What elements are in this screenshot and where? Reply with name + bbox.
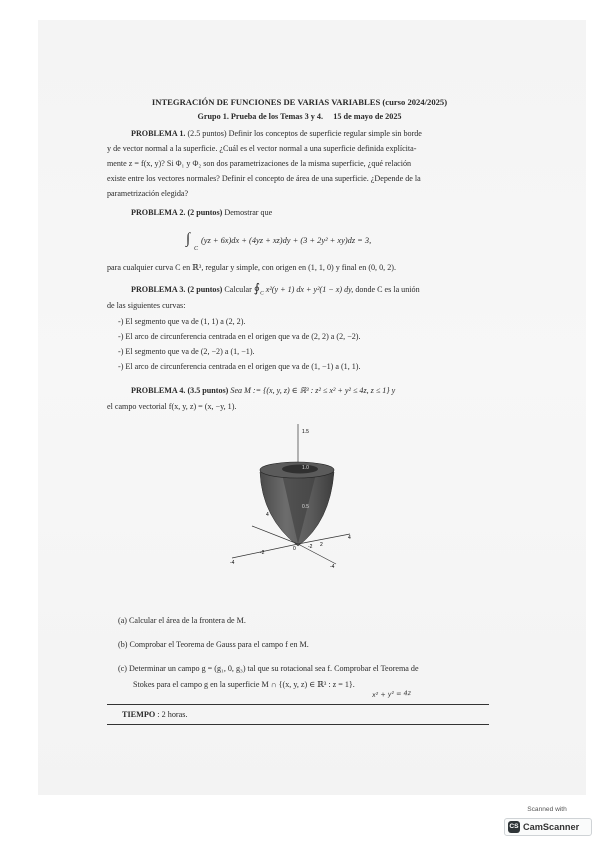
integral-sign: ∫ [186,231,191,247]
camscanner-logo-icon: CS [508,821,520,833]
exam-title: INTEGRACIÓN DE FUNCIONES DE VARIAS VARIABLES (curso 2024/2025) [151,97,448,107]
part-b: (b) Comprobar el Teorema de Gauss para el campo f en M. [118,640,309,649]
problem-3-line-2: de las siguientes curvas: [107,301,186,310]
tick-2-center: 2 [320,542,323,548]
curve-item-2: -) El arco de circunferencia centrada en el origen que va de (2, 2) a (2, −2). [118,332,361,341]
z-tick-0.5: 0.5 [302,504,309,510]
problem-2-condition: para cualquier curva C en ℝ³, regular y simple, con origen en (1, 1, 0) y final en (0, 0, 2). [107,263,396,272]
tick-neg2-center: -2 [308,544,313,550]
curve-item-4: -) El arco de circunferencia centrada en el origen que va de (1, −1) a (1, 1). [118,362,361,371]
tick-4-right: 4 [348,535,351,541]
curve-item-3: -) El segmento que va de (2, −2) a (1, −1). [118,347,255,356]
z-tick-1.5: 1.5 [302,429,309,435]
tick-neg4-right: -4 [330,564,335,570]
x-axis [232,544,298,558]
problem-4-line-1: PROBLEMA 4. (3.5 puntos) Sea M := {(x, y, z) ∈ ℝ³ : z² ≤ x² + y² ≤ 4z, z ≤ 1} y [131,386,396,395]
problem-1-line-4: existe entre los vectores normales? Definir el concepto de área de una superficie. ¿Depende de la [107,174,421,183]
problem-3-intro: PROBLEMA 3. (2 puntos) Calcular $∮_C$ x²(y + 1) dx + y²(1 − x) dy, donde C es la unión [131,281,420,297]
problem-1-line-3: mente z = f(x, y)? Si Φ₁ y Φ₂ son dos parametrizaciones de la misma superficie, ¿qué relación [107,159,412,168]
tick-neg2-left: -2 [260,550,265,556]
problem-4-line-2: el campo vectorial f(x, y, z) = (x, −y, 1). [107,402,237,411]
integral-subscript: C [194,246,199,252]
part-c-line-1: (c) Determinar un campo g = (g₁, 0, g₃) tal que su rotacional sea f. Comprobar el Teorema de [118,664,419,673]
camscanner-badge [504,818,592,836]
tick-0: 0 [293,546,296,552]
z-tick-1.0: 1.0 [302,465,309,471]
problem-2-equation: (yz + 6x)dx + (4yz + xz)dy + (3 + 2y² + xy)dz = 3, [201,236,372,245]
part-a: (a) Calcular el área de la frontera de M. [118,616,246,625]
part-c-line-2: Stokes para el campo g en la superficie M ∩ {(x, y, z) ∈ ℝ³ : z = 1}. [133,680,355,689]
scanned-with-label: Scanned with [527,806,567,813]
tick-4-left: 4 [266,512,269,518]
curve-item-1: -) El segmento que va de (1, 1) a (2, 2). [118,317,246,326]
y-axis-pos [298,544,336,564]
tick-neg4-left: -4 [230,560,235,566]
footer-rule-top [107,704,489,705]
handwritten-correction: x² + y² = 4z [371,688,412,700]
footer-rule-bottom [107,724,489,725]
problem-1-line-1: PROBLEMA 1. (2.5 puntos) Definir los conceptos de superficie regular simple sin borde [131,129,422,138]
camscanner-brand: CamScanner [523,822,580,832]
inner-rim [282,465,318,474]
solid-figure [222,418,362,574]
exam-subtitle: Grupo 1. Prueba de los Temas 3 y 4. 15 de mayo de 2025 [197,112,402,121]
problem-2-intro: PROBLEMA 2. (2 puntos) Demostrar que [131,208,273,217]
camscanner-watermark [501,806,593,840]
problem-1-line-2: y de vector normal a la superficie. ¿Cuál es el vector normal a una superficie definida explícita- [107,144,417,153]
time-line: TIEMPO : 2 horas. [122,710,188,719]
problem-1-line-5: parametrización elegida? [107,189,189,198]
